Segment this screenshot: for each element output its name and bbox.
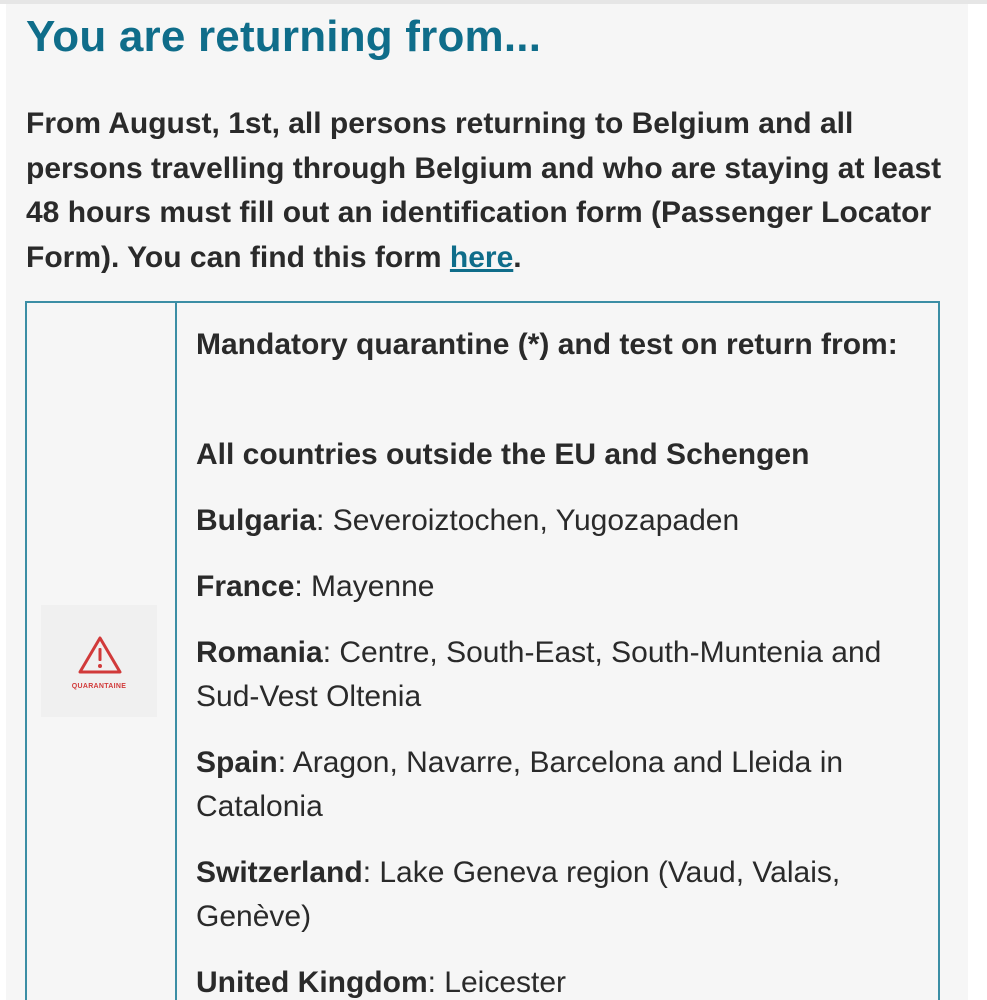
intro-text: From August, 1st, all persons returning to Belgium and all persons travelling through Belgium and who are staying at least 48 hours must fill out an identification form (Passenger Locator Form). You can find this form	[26, 107, 942, 274]
warning-triangle-icon	[77, 635, 123, 675]
region-list: : Severoiztochen, Yugozapaden	[316, 504, 740, 537]
column-divider	[175, 303, 177, 1000]
quarantine-table	[25, 301, 940, 1000]
content-area	[6, 4, 968, 1000]
table-subtitle: All countries outside the EU and Schengen	[196, 438, 810, 471]
country-name: Spain	[196, 746, 278, 779]
table-title: Mandatory quarantine (*) and test on return from:	[196, 328, 898, 361]
passenger-locator-form-link[interactable]: here	[449, 240, 514, 274]
list-item-united-kingdom	[196, 961, 926, 1000]
quarantine-icon-caption: QUARANTAINE	[71, 683, 127, 690]
list-item-spain	[196, 741, 926, 829]
page-title: You are returning from...	[26, 12, 542, 61]
quarantine-icon-cell	[41, 605, 157, 717]
country-name: Bulgaria	[196, 504, 317, 537]
list-item-switzerland	[196, 851, 926, 939]
country-name: United Kingdom	[196, 966, 428, 999]
region-list: : Centre, South-East, South-Muntenia and Sud-Vest Oltenia	[196, 636, 882, 713]
list-item-romania	[196, 631, 926, 719]
list-item-bulgaria	[196, 499, 926, 543]
list-item-france	[196, 565, 926, 609]
region-list: : Leicester	[427, 966, 567, 999]
country-name: Switzerland	[196, 856, 363, 889]
country-name: France	[196, 570, 295, 603]
intro-text-end: .	[513, 240, 522, 274]
country-name: Romania	[196, 636, 323, 669]
region-list: : Mayenne	[294, 570, 435, 603]
region-list: : Aragon, Navarre, Barcelona and Lleida in Catalonia	[196, 746, 844, 823]
region-list: : Lake Geneva region (Vaud, Valais, Genève)	[196, 856, 841, 933]
intro-paragraph	[26, 102, 946, 280]
